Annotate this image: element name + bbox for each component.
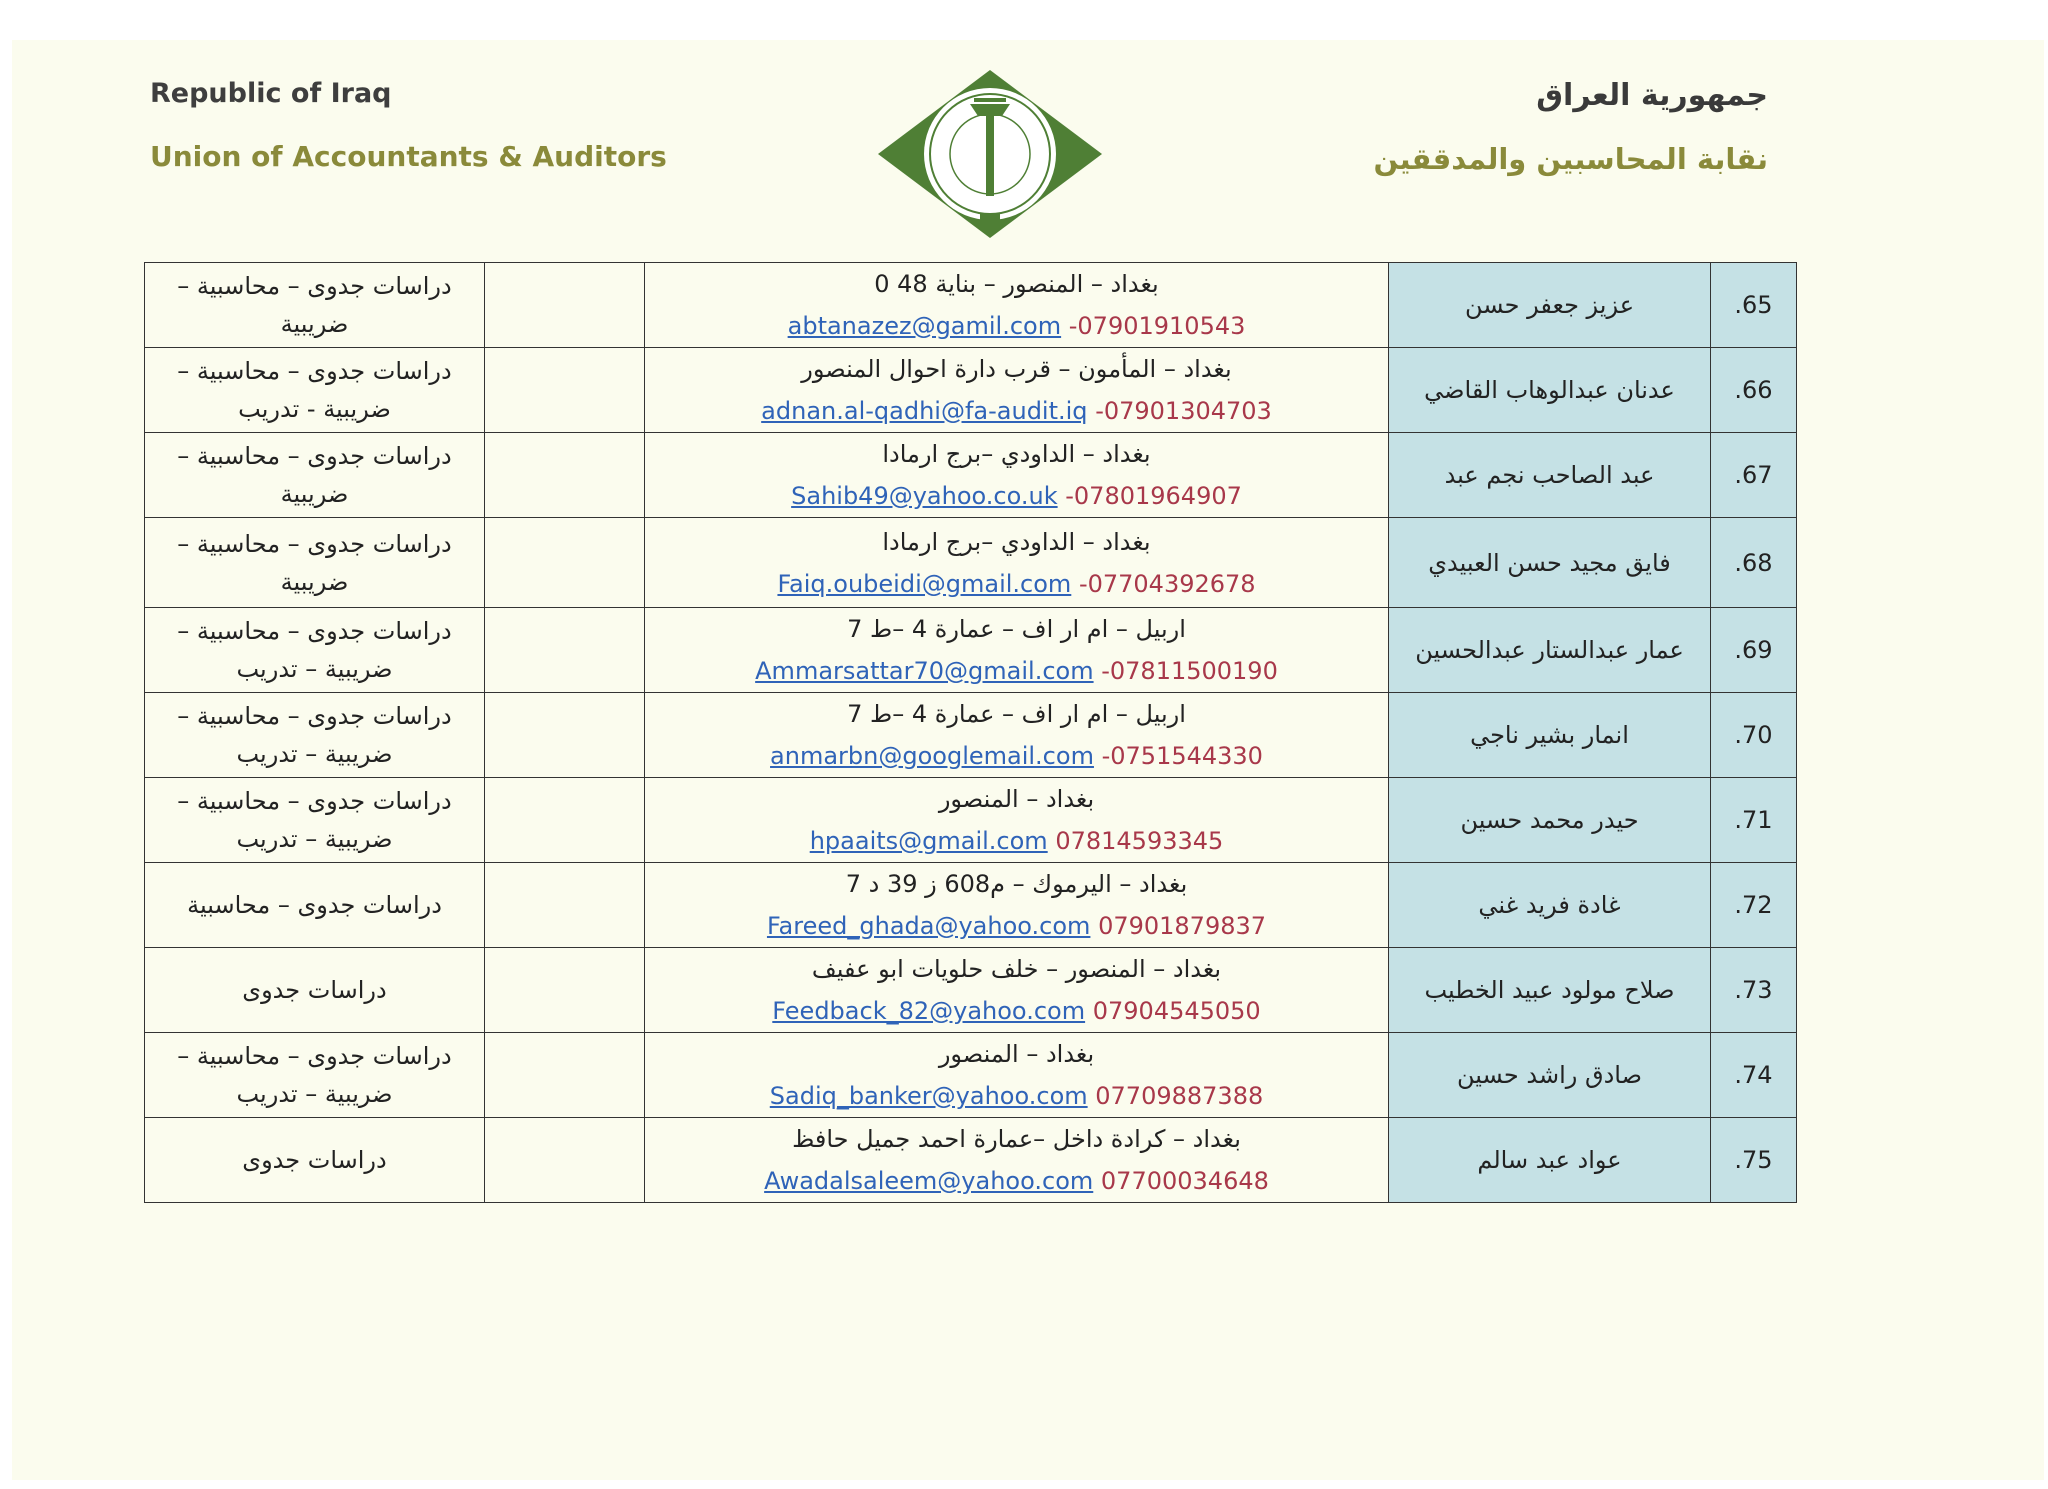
contact-line xyxy=(651,563,1382,605)
address-text: بغداد – كرادة داخل –عمارة احمد جميل حافظ xyxy=(792,1125,1241,1153)
address-text: اربيل – ام ار اف – عمارة 4 –ط 7 xyxy=(847,700,1186,728)
email-link[interactable]: Feedback_82@yahoo.com xyxy=(772,997,1086,1025)
email-link[interactable]: Awadalsaleem@yahoo.com xyxy=(764,1167,1094,1195)
email-link[interactable]: anmarbn@googlemail.com xyxy=(770,742,1094,770)
contact-line xyxy=(651,1075,1382,1117)
table-row xyxy=(145,608,1797,693)
row-number: .66 xyxy=(1711,348,1797,433)
table-row xyxy=(145,778,1797,863)
address-cell xyxy=(645,433,1389,518)
member-name: فايق مجيد حسن العبيدي xyxy=(1389,518,1711,608)
email-link[interactable]: adnan.al-qadhi@fa-audit.iq xyxy=(761,397,1088,425)
address-cell xyxy=(645,608,1389,693)
phone-number: -07801964907 xyxy=(1065,482,1242,510)
email-link[interactable]: abtanazez@gamil.com xyxy=(787,312,1062,340)
address-cell xyxy=(645,1118,1389,1203)
empty-cell xyxy=(485,608,645,693)
table-row xyxy=(145,863,1797,948)
contact-line xyxy=(651,735,1382,777)
phone-number: -0751544330 xyxy=(1101,742,1263,770)
empty-cell xyxy=(485,693,645,778)
contact-line xyxy=(651,475,1382,517)
header-ar-subtitle: نقابة المحاسبين والمدققين xyxy=(1373,142,1768,176)
member-name: عزيز جعفر حسن xyxy=(1389,263,1711,348)
member-name: صادق راشد حسين xyxy=(1389,1033,1711,1118)
contact-line xyxy=(651,990,1382,1032)
phone-number: 07901879837 xyxy=(1098,912,1267,940)
empty-cell xyxy=(485,518,645,608)
member-name: حيدر محمد حسين xyxy=(1389,778,1711,863)
email-link[interactable]: Fareed_ghada@yahoo.com xyxy=(766,912,1091,940)
row-number: .70 xyxy=(1711,693,1797,778)
address-text: بغداد – المنصور – خلف حلويات ابو عفيف xyxy=(811,955,1222,983)
email-link[interactable]: Sadiq_banker@yahoo.com xyxy=(769,1082,1088,1110)
table-row xyxy=(145,263,1797,348)
empty-cell xyxy=(485,863,645,948)
phone-number: 07700034648 xyxy=(1100,1167,1269,1195)
address-text: اربيل – ام ار اف – عمارة 4 –ط 7 xyxy=(847,615,1186,643)
member-name: عبد الصاحب نجم عبد xyxy=(1389,433,1711,518)
row-number: .69 xyxy=(1711,608,1797,693)
table-row xyxy=(145,948,1797,1033)
address-cell xyxy=(645,863,1389,948)
phone-number: -07901910543 xyxy=(1068,312,1246,340)
address-cell xyxy=(645,348,1389,433)
empty-cell xyxy=(485,1033,645,1118)
row-number: .67 xyxy=(1711,433,1797,518)
contact-line xyxy=(651,390,1382,432)
table-row xyxy=(145,1033,1797,1118)
address-cell xyxy=(645,518,1389,608)
member-name: صلاح مولود عبيد الخطيب xyxy=(1389,948,1711,1033)
union-seal-icon xyxy=(870,64,1110,244)
specialization-cell: دراسات جدوى – محاسبية – ضريبية xyxy=(145,433,485,518)
phone-number: 07814593345 xyxy=(1055,827,1224,855)
specialization-cell: دراسات جدوى – محاسبية – ضريبية - تدريب xyxy=(145,348,485,433)
contact-line xyxy=(651,650,1382,692)
row-number: .73 xyxy=(1711,948,1797,1033)
table-row xyxy=(145,518,1797,608)
phone-number: 07709887388 xyxy=(1095,1082,1264,1110)
row-number: .75 xyxy=(1711,1118,1797,1203)
row-number: .71 xyxy=(1711,778,1797,863)
member-name: غادة فريد غني xyxy=(1389,863,1711,948)
address-text: بغداد – اليرموك – م608 ز 39 د 7 xyxy=(845,870,1188,898)
specialization-cell: دراسات جدوى – محاسبية – ضريبية xyxy=(145,518,485,608)
specialization-cell: دراسات جدوى – محاسبية – ضريبية xyxy=(145,263,485,348)
empty-cell xyxy=(485,948,645,1033)
specialization-cell: دراسات جدوى – محاسبية – ضريبية – تدريب xyxy=(145,693,485,778)
contact-line xyxy=(651,1160,1382,1202)
empty-cell xyxy=(485,348,645,433)
email-link[interactable]: Sahib49@yahoo.co.uk xyxy=(791,482,1058,510)
contact-line xyxy=(651,820,1382,862)
member-name: عدنان عبدالوهاب القاضي xyxy=(1389,348,1711,433)
table-row xyxy=(145,1118,1797,1203)
phone-number: -07901304703 xyxy=(1095,397,1272,425)
specialization-cell: دراسات جدوى – محاسبية – ضريبية – تدريب xyxy=(145,1033,485,1118)
specialization-cell: دراسات جدوى – محاسبية – ضريبية – تدريب xyxy=(145,608,485,693)
contact-line xyxy=(651,905,1382,947)
address-cell xyxy=(645,948,1389,1033)
row-number: .68 xyxy=(1711,518,1797,608)
row-number: .74 xyxy=(1711,1033,1797,1118)
address-text: بغداد – المنصور xyxy=(938,1040,1095,1068)
row-number: .65 xyxy=(1711,263,1797,348)
specialization-cell: دراسات جدوى – محاسبية xyxy=(145,863,485,948)
address-cell xyxy=(645,693,1389,778)
member-name: انمار بشير ناجي xyxy=(1389,693,1711,778)
contact-line xyxy=(651,305,1382,347)
email-link[interactable]: Ammarsattar70@gmail.com xyxy=(755,657,1094,685)
empty-cell xyxy=(485,263,645,348)
specialization-cell: دراسات جدوى – محاسبية – ضريبية – تدريب xyxy=(145,778,485,863)
row-number: .72 xyxy=(1711,863,1797,948)
header-en-subtitle: Union of Accountants & Auditors xyxy=(150,140,667,173)
member-name: عواد عبد سالم xyxy=(1389,1118,1711,1203)
address-cell xyxy=(645,778,1389,863)
address-text: بغداد – المنصور xyxy=(938,785,1095,813)
address-cell xyxy=(645,263,1389,348)
table-row xyxy=(145,693,1797,778)
specialization-cell: دراسات جدوى xyxy=(145,948,485,1033)
phone-number: 07904545050 xyxy=(1092,997,1261,1025)
address-text: بغداد – الداودي –برج ارمادا xyxy=(882,527,1151,556)
address-text: بغداد – الداودي –برج ارمادا xyxy=(882,440,1151,468)
phone-number: -07704392678 xyxy=(1078,569,1256,598)
phone-number: -07811500190 xyxy=(1101,657,1278,685)
document-page xyxy=(12,40,2044,1480)
specialization-cell: دراسات جدوى xyxy=(145,1118,485,1203)
address-text: بغداد – المأمون – قرب دارة احوال المنصور xyxy=(801,355,1232,383)
header-en-title: Republic of Iraq xyxy=(150,78,392,109)
email-link[interactable]: Faiq.oubeidi@gmail.com xyxy=(777,569,1072,598)
table-row xyxy=(145,433,1797,518)
empty-cell xyxy=(485,778,645,863)
table-row xyxy=(145,348,1797,433)
email-link[interactable]: hpaaits@gmail.com xyxy=(809,827,1048,855)
address-text: بغداد – المنصور – بناية 48 0 xyxy=(874,270,1159,298)
member-name: عمار عبدالستار عبدالحسين xyxy=(1389,608,1711,693)
empty-cell xyxy=(485,433,645,518)
members-table xyxy=(144,262,1797,1203)
empty-cell xyxy=(485,1118,645,1203)
address-cell xyxy=(645,1033,1389,1118)
header-ar-title: جمهورية العراق xyxy=(1536,78,1768,113)
